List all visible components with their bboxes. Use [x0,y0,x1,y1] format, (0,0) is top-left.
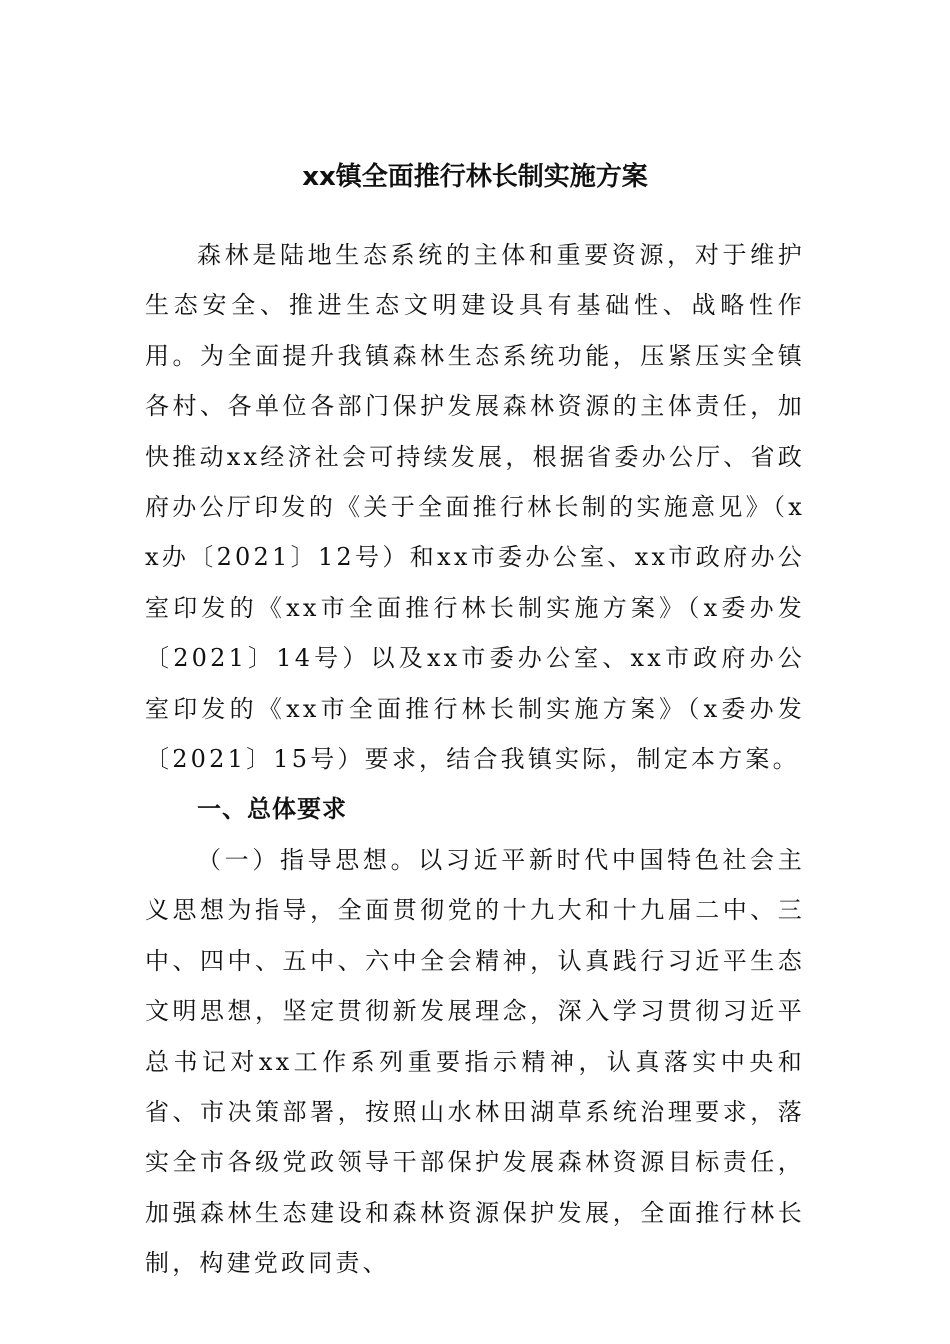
section-heading-general-requirements: 一、总体要求 [197,795,347,824]
document-body [145,230,805,1289]
guiding-ideology-paragraph: （一）指导思想。以习近平新时代中国特色社会主义思想为指导，全面贯彻党的十九大和十九届二中、三中、四中、五中、六中全会精神，认真践行习近平生态文明思想，坚定贯彻新发展理念，深入学习贯彻习近平总书记对xx工作系列重要指示精神，认真落实中央和省、市决策部署，按照山水林田湖草系统治理要求，落实全市各级党政领导干部保护发展森林资源目标责任，加强森林生态建设和森林资源保护发展，全面推行林长制，构建党政同责、 [145,845,805,1278]
document-title: xx镇全面推行林长制实施方案 [302,162,648,192]
intro-paragraph: 森林是陆地生态系统的主体和重要资源，对于维护生态安全、推进生态文明建设具有基础性、战略性作用。为全面提升我镇森林生态系统功能，压紧压实全镇各村、各单位各部门保护发展森林资源的主体责任，加快推动xx经济社会可持续发展，根据省委办公厅、省政府办公厅印发的《关于全面推行林长制的实施意见》（xx办〔2021〕12号）和xx市委办公室、xx市政府办公室印发的《xx市全面推行林长制实施方案》（x委办发〔2021〕14号）以及xx市委办公室、xx市政府办公室印发的《xx市全面推行林长制实施方案》（x委办发〔2021〕15号）要求，结合我镇实际，制定本方案。 [145,241,805,774]
